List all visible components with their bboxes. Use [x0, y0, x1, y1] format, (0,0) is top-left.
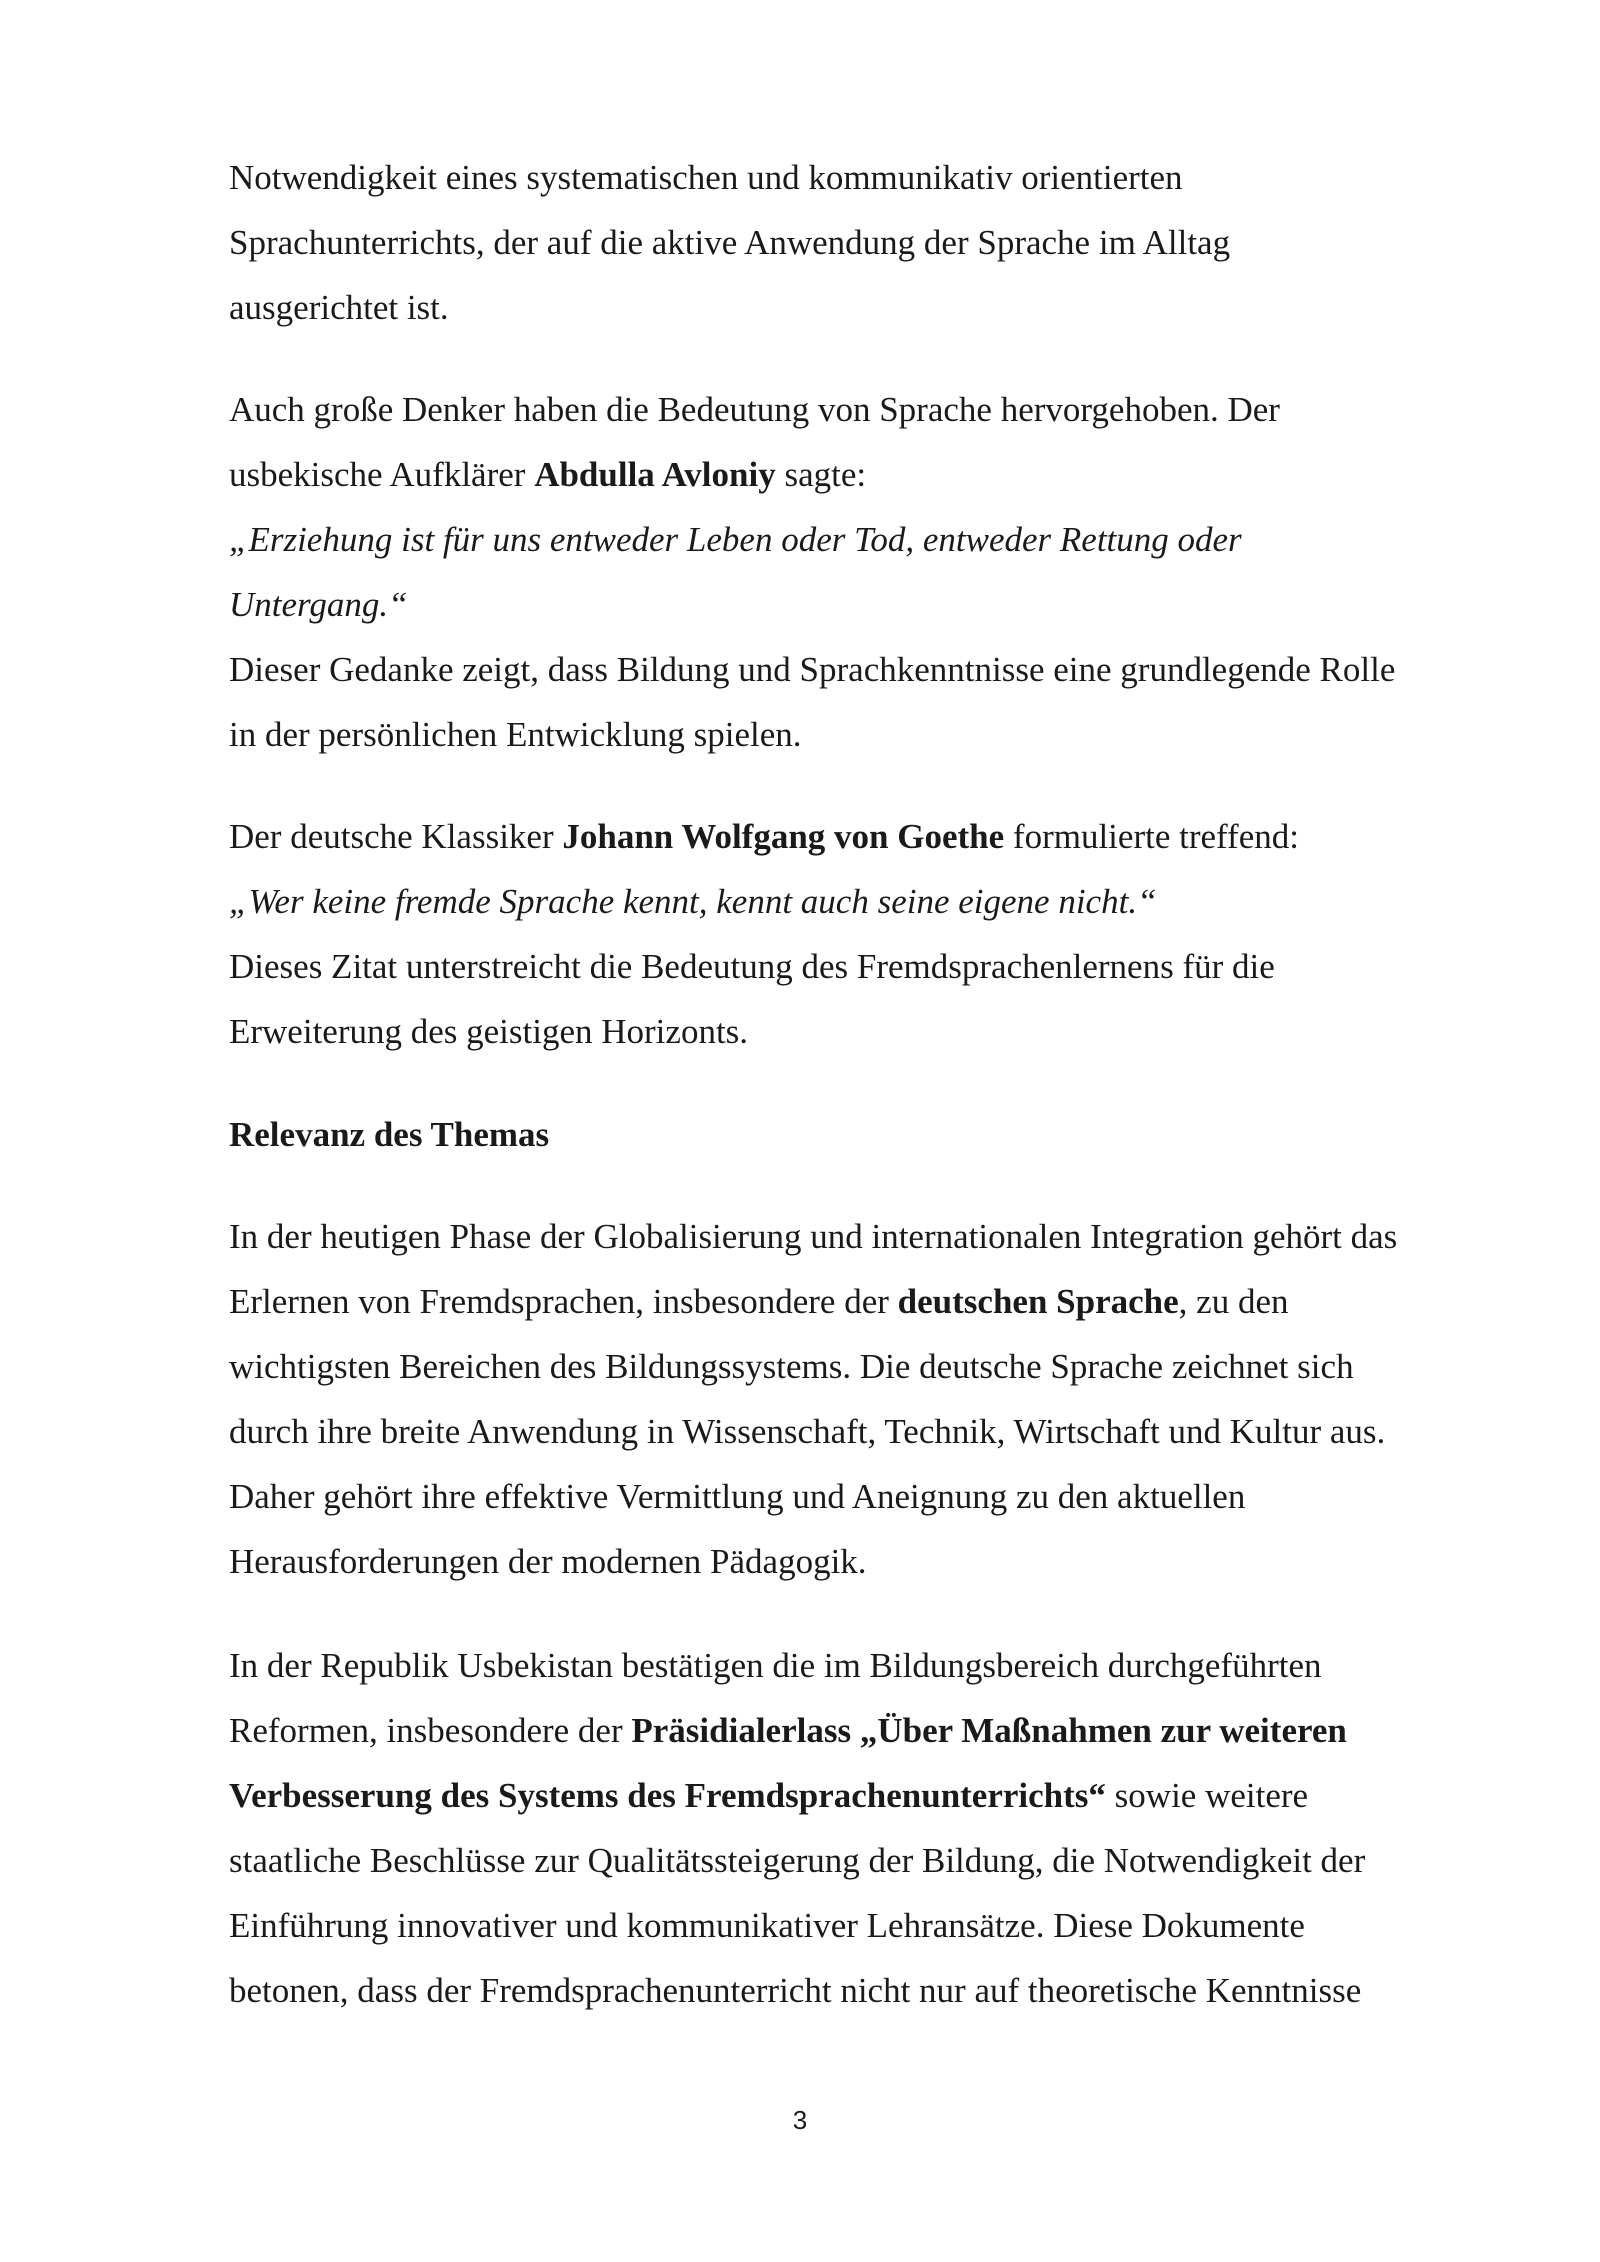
text-line: wichtigsten Bereichen des Bildungssystems. Die deutsche Sprache zeichnet sich	[229, 1347, 1354, 1386]
person-name-avloniy: Abdulla Avloniy	[534, 455, 776, 494]
text-line: Dieses Zitat unterstreicht die Bedeutung des Fremdsprachenlernens für die	[229, 947, 1275, 986]
text-span: formulierte treffend:	[1004, 817, 1299, 856]
decree-title: Verbesserung des Systems des Fremdsprachenunterrichts“	[229, 1776, 1106, 1815]
text-line: Daher gehört ihre effektive Vermittlung und Aneignung zu den aktuellen	[229, 1477, 1246, 1516]
text-span: Erlernen von Fremdsprachen, insbesondere der	[229, 1282, 898, 1321]
text-span: Der deutsche Klassiker	[229, 817, 563, 856]
bold-term: deutschen Sprache	[897, 1282, 1179, 1321]
text-line: Auch große Denker haben die Bedeutung von Sprache hervorgehoben. Der	[229, 390, 1280, 429]
page-number: 3	[792, 2105, 808, 2135]
text-line: Notwendigkeit eines systematischen und kommunikativ orientierten	[229, 158, 1183, 197]
person-name-goethe: Johann Wolfgang von Goethe	[562, 817, 1005, 856]
text-line: in der persönlichen Entwicklung spielen.	[229, 715, 802, 754]
text-line: Herausforderungen der modernen Pädagogik.	[229, 1542, 867, 1581]
text-line: Einführung innovativer und kommunikativer Lehransätze. Diese Dokumente	[229, 1906, 1305, 1945]
paragraph-goethe	[229, 804, 1529, 1064]
text-line: ausgerichtet ist.	[229, 288, 449, 327]
text-line: In der Republik Usbekistan bestätigen die im Bildungsbereich durchgeführten	[229, 1646, 1322, 1685]
text-line: In der heutigen Phase der Globalisierung und internationalen Integration gehört das	[229, 1217, 1398, 1256]
text-line	[229, 1763, 1529, 1828]
text-span: Reformen, insbesondere der	[229, 1711, 632, 1750]
paragraph-avloniy	[229, 377, 1529, 767]
paragraph-continuation	[229, 145, 1529, 340]
text-span: sowie weitere	[1105, 1776, 1309, 1815]
decree-title: Präsidialerlass „Über Maßnahmen zur weiteren	[631, 1711, 1347, 1750]
text-line: durch ihre breite Anwendung in Wissenschaft, Technik, Wirtschaft und Kultur aus.	[229, 1412, 1386, 1451]
text-line	[229, 804, 1529, 869]
text-line: Sprachunterrichts, der auf die aktive Anwendung der Sprache im Alltag	[229, 223, 1231, 262]
text-line: Erweiterung des geistigen Horizonts.	[229, 1012, 749, 1051]
text-line	[229, 1269, 1529, 1334]
text-line: betonen, dass der Fremdsprachenunterricht nicht nur auf theoretische Kenntnisse	[229, 1971, 1362, 2010]
section-heading: Relevanz des Themas	[229, 1115, 550, 1154]
quote-line: Untergang.“	[229, 585, 408, 624]
text-span: sagte:	[775, 455, 867, 494]
text-span: usbekische Aufklärer	[229, 455, 535, 494]
paragraph-reforms	[229, 1633, 1529, 2023]
quote-line: „Erziehung ist für uns entweder Leben oder Tod, entweder Rettung oder	[229, 520, 1242, 559]
quote-line: „Wer keine fremde Sprache kennt, kennt auch seine eigene nicht.“	[229, 882, 1157, 921]
text-line: Dieser Gedanke zeigt, dass Bildung und Sprachkenntnisse eine grundlegende Rolle	[229, 650, 1396, 689]
text-line	[229, 1698, 1529, 1763]
paragraph-relevance	[229, 1204, 1529, 1594]
text-line	[229, 442, 1529, 507]
text-line: staatliche Beschlüsse zur Qualitätssteigerung der Bildung, die Notwendigkeit der	[229, 1841, 1366, 1880]
text-span: , zu den	[1178, 1282, 1289, 1321]
